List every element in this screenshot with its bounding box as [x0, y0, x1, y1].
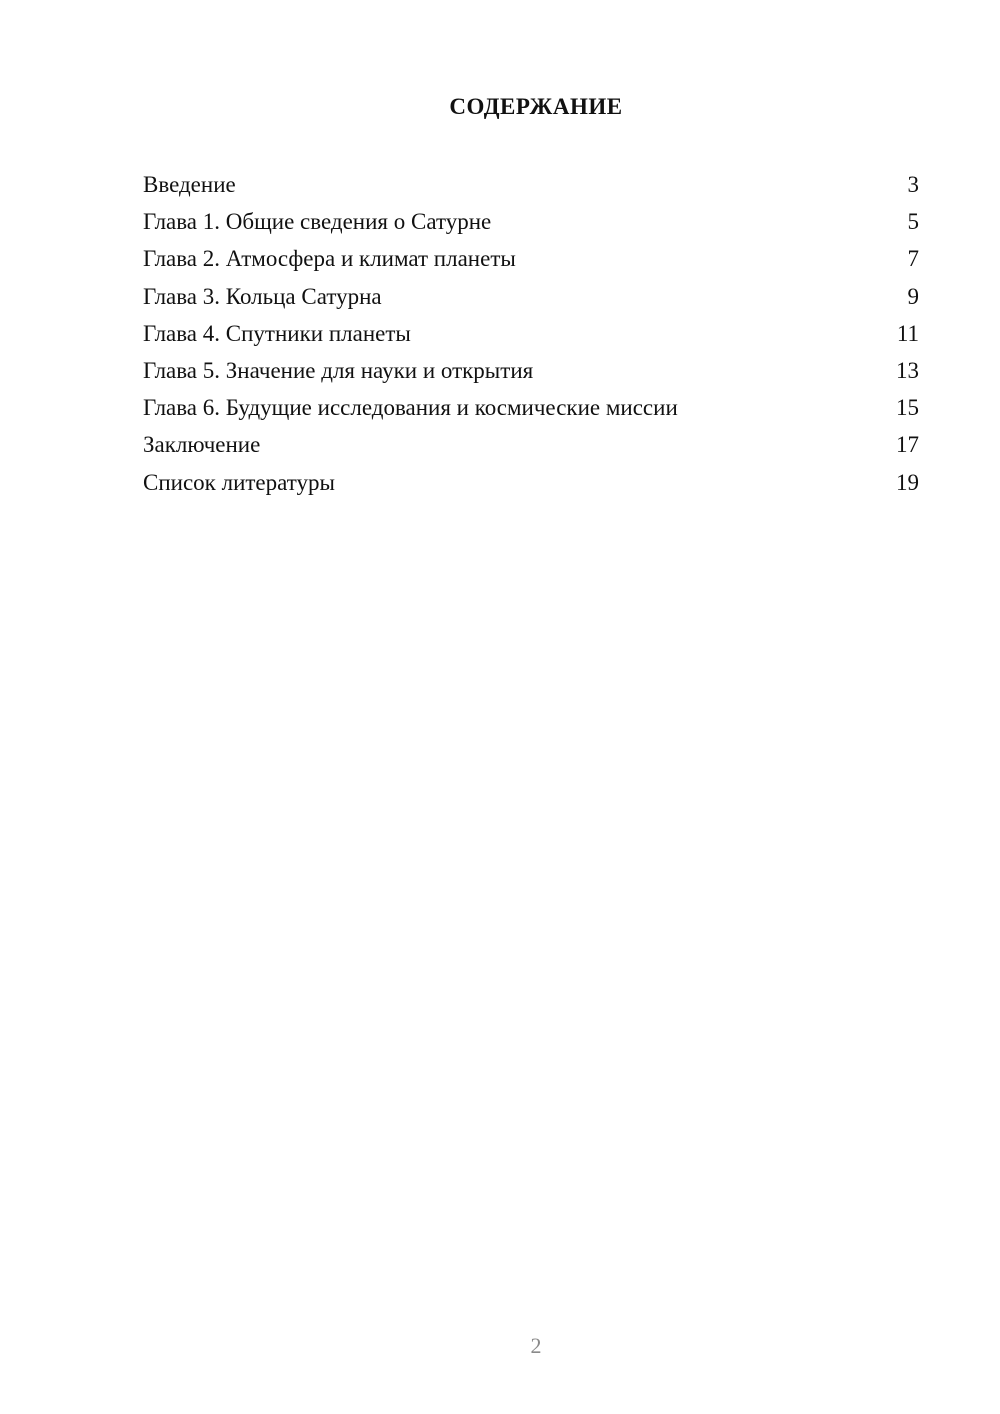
toc-entry-chapter-6 [143, 391, 919, 428]
toc-entry-chapter-5 [143, 354, 919, 391]
toc-entry-page: 15 [896, 395, 919, 421]
toc-entry-chapter-2 [143, 242, 919, 279]
toc-entry-chapter-3 [143, 280, 919, 317]
toc-entry-label: Введение [143, 172, 236, 197]
table-of-contents [143, 168, 919, 503]
toc-entry-chapter-4 [143, 317, 919, 354]
toc-entry-label: Глава 2. Атмосфера и климат планеты [143, 246, 516, 272]
toc-entry-label: Заключение [143, 432, 261, 458]
toc-entry-page: 7 [907, 246, 919, 272]
toc-entry-introduction [143, 168, 919, 205]
toc-title: СОДЕРЖАНИЕ [449, 94, 623, 119]
toc-entry-page: 3 [907, 172, 919, 197]
toc-entry-page: 5 [907, 209, 919, 235]
toc-entry-page: 19 [896, 469, 919, 495]
toc-entry-label: Глава 4. Спутники планеты [143, 320, 411, 346]
toc-entry-references [143, 466, 919, 503]
toc-entry-label: Глава 1. Общие сведения о Сатурне [143, 209, 492, 235]
toc-entry-page: 11 [896, 320, 919, 346]
toc-entry-page: 13 [896, 357, 919, 383]
toc-entry-conclusion [143, 428, 919, 465]
page-number: 2 [530, 1333, 542, 1358]
toc-entry-label: Глава 6. Будущие исследования и космические миссии [143, 395, 678, 421]
toc-entry-label: Глава 5. Значение для науки и открытия [143, 357, 534, 383]
toc-entry-page: 17 [896, 432, 919, 458]
toc-entry-chapter-1 [143, 205, 919, 242]
toc-entry-page: 9 [907, 283, 919, 309]
toc-entry-label: Глава 3. Кольца Сатурна [143, 283, 382, 309]
toc-entry-label: Список литературы [143, 469, 335, 495]
